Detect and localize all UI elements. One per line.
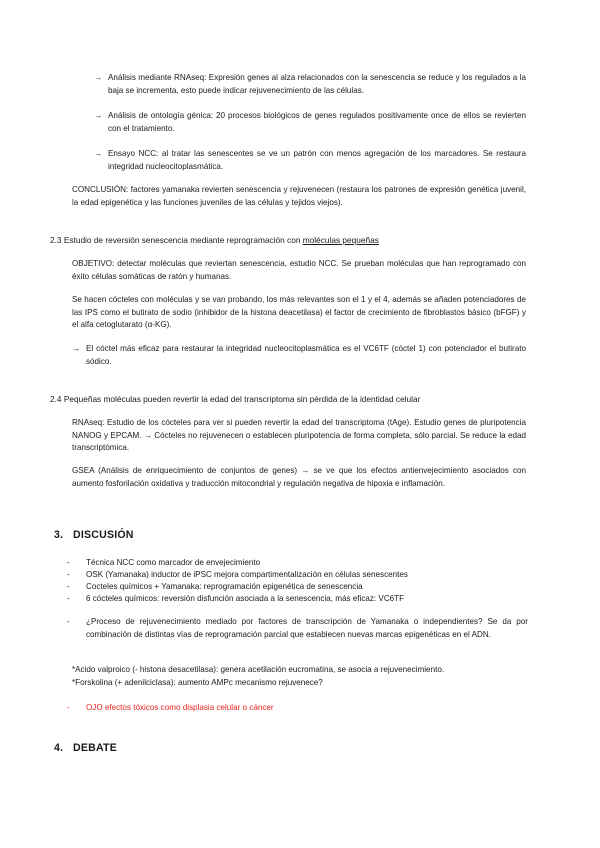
dash-bullet: - bbox=[67, 582, 70, 591]
arrow-icon: → bbox=[94, 149, 103, 158]
list-item-text: Cocteles químicos + Yamanaka: reprogramación epigenética de senescencia bbox=[86, 582, 363, 591]
arrow-item-ncc bbox=[94, 148, 526, 173]
small-molecules-link[interactable]: moléculas pequeñas bbox=[302, 235, 379, 245]
section-2-4-heading: 2.4 Pequeñas moléculas pueden revertir la edad del transcriptoma sin pérdida de la identidad celular bbox=[50, 394, 421, 404]
bullet-text: Análisis mediante RNAseq: Expresión genes al alza relacionados con la senescencia se reduce y los regulados a la baja se incrementa, esto puede indicar rejuvenecimiento de las células. bbox=[108, 73, 526, 95]
dash-bullet: - bbox=[67, 594, 70, 603]
dash-bullet: - bbox=[67, 703, 70, 712]
cocktails-paragraph: Se hacen cócteles con moléculas y se van probando, los más relevantes son el 1 y el 4, además se añaden potenciadores de las IPS como el butirato de sodio (inhibidor de la histona deacetilasa) el factor de crecimiento de fibroblastos básico (bFGF) y el alfa cetoglutarato (α-KG). bbox=[72, 295, 526, 330]
arrow-item-ontology bbox=[94, 110, 526, 135]
rnaseq-paragraph: RNAseq: Estudio de los cócteles para ver si pueden revertir la edad del transcriptoma (tAge). Estudio genes de pluripotencia NANOG y EPCAM. → Cócteles no rejuvenecen o establecen pluripotencia de forma completa, sólo parcial. Se reduce la edad transcriptómica. bbox=[72, 418, 526, 453]
conclusion-paragraph: CONCLUSIÓN: factores yamanaka revierten senescencia y rejuvenecen (restaura los patrones de expresión genética juvenil, la edad epigenética y las funciones juveniles de las células y tejidos viejos). bbox=[72, 185, 526, 207]
debate-heading bbox=[54, 742, 117, 754]
dash-bullet: - bbox=[67, 570, 70, 579]
section-2-3-title: 2.3 Estudio de reversión senescencia mediante reprogramación con bbox=[50, 235, 303, 245]
list-item-text: 6 cócteles químicos: reversión disfunción asociada a la senescencia, más eficaz: VC6TF bbox=[86, 594, 405, 603]
discussion-heading bbox=[54, 529, 134, 541]
note-valproic-acid: *Acido valproico (- histona desacetilasa): genera acetilación eucromatina, se asocia a rejuvenecimiento. bbox=[72, 665, 445, 674]
arrow-icon: → bbox=[94, 111, 103, 120]
bullet-text: Ensayo NCC: al tratar las senescentes se ve un patrón con menos agregación de los marcadores. Se restaura integridad nucleocitoplasmática. bbox=[108, 149, 526, 171]
debate-title: DEBATE bbox=[73, 742, 117, 754]
warning-text: OJO efectos tóxicos como displasia celular o cáncer bbox=[86, 703, 274, 712]
section-2-3-heading bbox=[50, 234, 530, 246]
bullet-text: El cóctel más eficaz para restaurar la integridad nucleocitoplasmática es el VC6TF (cóctel 1) con potenciador el butirato sódico. bbox=[86, 344, 526, 366]
question-text: ¿Proceso de rejuvenecimiento mediado por factores de transcripción de Yamanaka o independientes? Se da por combinación de distintas vías de reprogramación parcial que establecen nuevas marcas epigenéticas en el ADN. bbox=[86, 617, 528, 639]
discussion-title: DISCUSIÓN bbox=[73, 529, 134, 541]
objective-paragraph: OBJETIVO: detectar moléculas que reviertan senescencia, estudio NCC. Se prueban moléculas que han reprogramado con éxito células somáticas de ratón y humanas. bbox=[72, 259, 526, 281]
list-item-text: Técnica NCC como marcador de envejecimiento bbox=[86, 558, 261, 567]
discussion-number: 3. bbox=[54, 529, 64, 541]
dash-bullet: - bbox=[67, 558, 70, 567]
arrow-item-rnaseq bbox=[94, 72, 526, 97]
arrow-icon: → bbox=[94, 73, 103, 82]
arrow-icon: → bbox=[72, 344, 81, 353]
arrow-item-effective-cocktail bbox=[72, 343, 526, 368]
bullet-text: Análisis de ontología génica: 20 procesos biológicos de genes regulados positivamente once de ellos se revierten con el tratamiento. bbox=[108, 111, 526, 133]
gsea-paragraph: GSEA (Análisis de enriquecimiento de conjuntos de genes) → se ve que los efectos antienvejecimiento asociados con aumento fosforilación oxidativa y traducción mitocondrial y regulación negativa de hipoxia e inflamación. bbox=[72, 466, 526, 488]
debate-number: 4. bbox=[54, 742, 64, 754]
list-item-text: OSK (Yamanaka) inductor de iPSC mejora compartimentalización en células senescentes bbox=[86, 570, 408, 579]
dash-bullet: - bbox=[67, 617, 70, 626]
note-forskolin: *Forskolina (+ adenilciclasa): aumento AMPc mecanismo rejuvenece? bbox=[72, 678, 323, 687]
